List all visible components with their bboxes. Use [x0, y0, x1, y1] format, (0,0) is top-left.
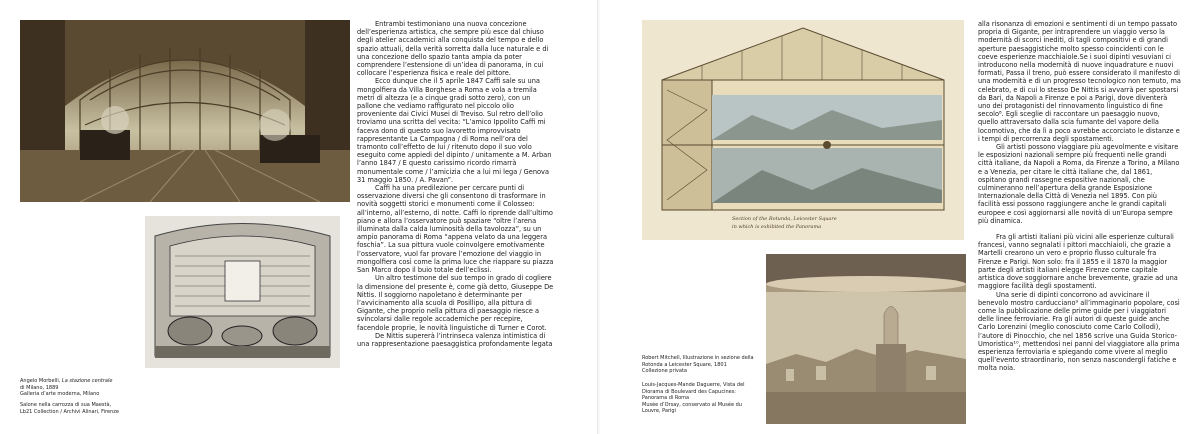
caption-diorama-text: Louis-Jacques-Mande Daguerre, Vista del Diorama di Boulevard des Capucines: Panorama di Roma Musée d’Orsay, conservato al Musée du Louvre, Parigi	[642, 382, 745, 414]
paragraph: Un altro testimone del suo tempo in grado di cogliere la dimensione del presente è, come già detto, Giuseppe De Nittis. Il soggiorno napoletano è determinante per l’avvicinamento alla scuola di Posillipo, alla pittura di Gigante, che proprio nella pittura di paesaggio riesce a svincolarsi dalle regole accademiche per recepire, facendole proprie, le novità linguistiche di Turner e Corot.	[357, 274, 554, 332]
carriage-engraving-art	[145, 216, 340, 368]
right-body-text	[978, 20, 1181, 373]
caption-carriage-text: Salone nella carrozza di sua Maestà, Lb21 Collection / Archivi Alinari, Firenze	[20, 402, 119, 415]
diorama-illustration	[766, 254, 966, 424]
paragraph: Entrambi testimoniano una nuova concezione dell’esperienza artistica, che sempre più esce dal chiuso degli atelier accademici alla conquista del tempo e dello spazio attuali, della verità sorretta dalla luce naturale e di una concezione dello spazio tanta ampia da poter comprendere l’estensione di un’idea di panorama, in cui collocare l’esperienza fisica e reale del pittore.	[357, 20, 549, 78]
caption-diorama	[642, 382, 762, 419]
paragraph: Caffi ha una predilezione per cercare punti di osservazione diversi che gli consentono di trasformare in novità soggetti storici e monumenti come il Colosseo: all’interno, all’esterno, di notte. Caffi lo riprende dall’ultimo piano e allora l’osservatore può spaziare “oltre l’arena illuminata dalla calda luminosità della tavolozza”, su un ampio panorama di Roma “appena velato da una leggera foschia”. La sua pittura vuole coinvolgere emotivamente l’osservatore, vuol far provare l’emozione del viaggio in mongolfiera così come la prima luce che riappare su piazza San Marco dopo il buio totale dell’eclissi.	[357, 184, 554, 275]
paragraph: alla risonanza di emozioni e sentimenti di un tempo passato propria di Gigante, per intraprendere un viaggio verso la modernità di scorci inediti, di tagli compositivi e di grandi aperture paesaggistiche molto spesso coincidenti con le coeve esperienze macchiaiole.Se i suoi dipinti vesuviani ci introducono nella modernità di nuove inquadrature e nuovi formati, Passa il treno, può essere considerato il manifesto di una modernità e di un progresso tecnologico non temuto, ma celebrato, e di cui lo stesso De Nittis si avvarrà per spostarsi da Bari, da Napoli a Firenze e poi a Parigi, dove diventerà uno dei protagonisti del rinnovamento linguistico di fine secolo⁸. Egli sceglie di raccontare un paesaggio nuovo, quello attraversato dalla scia fumante del vapore della locomotiva, che da lì a poco avrebbe accorciato le distanze e i tempi di percorrenza degli spostamenti.	[978, 20, 1181, 143]
right-page	[600, 0, 1200, 434]
paragraph: De Nittis supererà l’intrinseca valenza intimistica di una rappresentazione paesaggistica profondamente legata	[357, 331, 553, 348]
caption-title: La stazione centrale	[61, 378, 113, 384]
station-painting-art	[20, 20, 350, 202]
caption-rotunda	[642, 355, 762, 379]
paragraph: Una serie di dipinti concorrono ad avvicinare il benevolo mostro carducciano⁹ all’immaginario popolare, così come la pubblicazione delle prime guide per i viaggiatori delle linee ferroviarie. Fra gli autori di queste guide anche Carlo Lorenzini (meglio conosciuto come Carlo Collodi), l’autore di Pinocchio, che nel 1856 scrive una Guida Storico-Umoristica¹⁰, mettendosi nei panni del viaggiatore alla prima esperienza ferroviaria e spiegando come vivere al meglio quell’evento straordinario, non senza nascondergli fatiche e molta noia.	[978, 290, 1180, 373]
caption-detail: di Milano, 1889 Galleria d’arte moderna, Milano	[20, 384, 100, 397]
left-body-text	[357, 20, 555, 348]
caption-station	[20, 378, 145, 402]
caption-author: Angelo Morbelli,	[20, 378, 62, 384]
svg-text:in which is exhibited the Pano: in which is exhibited the Panorama	[732, 224, 822, 230]
caption-rotunda-text: Robert Mitchell, Illustrazione in sezione della Rotonda a Leicester Square, 1801 Collezione privata	[642, 355, 754, 374]
svg-text:Section of the Rotunda, Leices: Section of the Rotunda, Leicester Square	[732, 216, 837, 222]
carriage-engraving	[145, 216, 340, 368]
rotunda-illustration	[642, 20, 964, 240]
station-painting	[20, 20, 350, 202]
diorama-illustration-art	[766, 254, 966, 424]
paragraph: Ecco dunque che il 5 aprile 1847 Caffi sale su una mongolfiera da Villa Borghese a Roma e vola a tremila metri di altezza (e a cinque gradi sotto zero), con un pallone che vediamo raffigurato nel piccolo olio proveniente dai Civici Musei di Treviso. Sul retro dell’olio troviamo una scritta del vecita: “L’amico Ippolito Caffi mi faceva dono di questo suo lavoretto improvvisato rappresentante La Campagna / di Roma nell’ora del tramonto coll’effetto de lui / ritenuto dopo il suo volo eseguito come appiedi del dipinto / unitamente a M. Arban l’anno 1847 / E questo carissimo ricordo rimarrà monumentale come / l’amicizia che a lui mi lega / Genova 31 maggio 1850. / A. Pavan”.	[357, 77, 552, 184]
paragraph: Fra gli artisti italiani più vicini alle esperienze culturali francesi, vanno segnalati i pittori macchiaioli, che grazie a Martelli crearono un vero e proprio flusso culturale fra Firenze e Parigi. Non solo: fra il 1855 e il 1870 la maggior parte degli artisti italiani elegge Firenze come capitale artistica dove soggiornare anche brevemente, grazie ad una maggiore facilità degli spostamenti.	[978, 233, 1178, 291]
paragraph: Gli artisti possono viaggiare più agevolmente e visitare le esposizioni nazionali sempre più frequenti nelle grandi città italiane, da Napoli a Roma, da Firenze a Torino, a Milano e a Venezia, per citare le città italiane che, dal 1861, ospitano grandi rassegne espositive nazionali, che culmineranno nell’apertura della grande Esposizione Internazionale della Città di Venezia nel 1895. Con più facilità essi possono raggiungere anche le grandi capitali europee e così aggiornarsi alle novità di un’Europa sempre più dinamica.	[978, 143, 1180, 225]
rotunda-illustration-art	[642, 20, 964, 240]
caption-carriage	[20, 402, 145, 419]
